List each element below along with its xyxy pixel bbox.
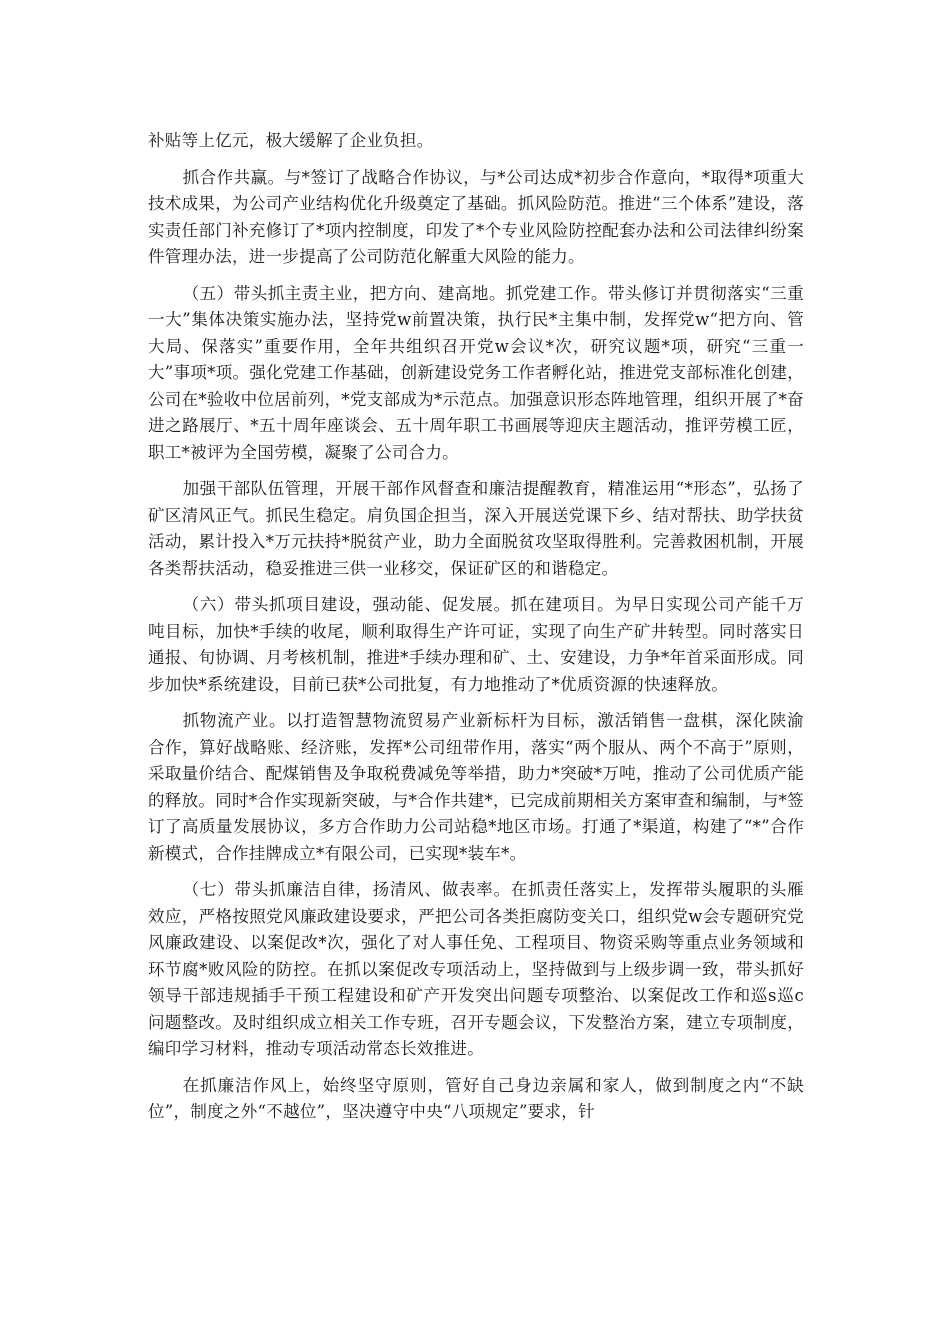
paragraph-section-six: （六）带头抓项目建设，强动能、促发展。抓在建项目。为早日实现公司产能千万吨目标，加快*手续的收尾，顺利取得生产许可证，实现了向生产矿井转型。同时落实日通报、旬协调、月考核机制，推进*手续办理和矿、土、安建设，力争*年首采面形成。同步加快*系统建设，目前已获*公司批复，有力地推动了*优质资源的快速释放。 bbox=[148, 595, 804, 694]
paragraph-cadre-management: 加强干部队伍管理，开展干部作风督查和廉洁提醒教育，精准运用“*形态”，弘扬了矿区清风正气。抓民生稳定。肩负国企担当，深入开展送党课下乡、结对帮扶、助学扶贫活动，累计投入*万元扶持*脱贫产业，助力全面脱贫攻坚取得胜利。完善救困机制，开展各类帮扶活动，稳妥推进三供一业移交，保证矿区的和谐稳定。 bbox=[148, 479, 804, 578]
paragraph-continuation: 补贴等上亿元，极大缓解了企业负担。 bbox=[148, 131, 434, 150]
paragraph-integrity: 在抓廉洁作风上，始终坚守原则，管好自己身边亲属和家人，做到制度之内“不缺位”，制度之外“不越位”，坚决遵守中央“八项规定”要求，针 bbox=[148, 1075, 804, 1121]
paragraph-cooperation-risk: 抓合作共赢。与*签订了战略合作协议，与*公司达成*初步合作意向，*取得*项重大技术成果，为公司产业结构优化升级奠定了基础。抓风险防范。推进“三个体系”建设，落实责任部门补充修订了*项内控制度，印发了*个专业风险防控配套办法和公司法律纠纷案件管理办法，进一步提高了公司防范化解重大风险的能力。 bbox=[148, 167, 804, 266]
paragraph-section-seven: （七）带头抓廉洁自律，扬清风、做表率。在抓责任落实上，发挥带头履职的头雁效应，严格按照党风廉政建设要求，严把公司各类拒腐防变关口，组织党w会专题研究党风廉政建设、以案促改*次，强化了对人事任免、工程项目、物资采购等重点业务领域和环节腐*败风险的防控。在抓以案促改专项活动上，坚持做到与上级步调一致，带头抓好领导干部违规插手干预工程建设和矿产开发突出问题专项整治、以案促改工作和巡s巡c问题整改。及时组织成立相关工作专班，召开专题会议，下发整治方案，建立专项制度，编印学习材料，推动专项活动常态长效推进。 bbox=[148, 880, 804, 1058]
paragraph-logistics: 抓物流产业。以打造智慧物流贸易产业新标杆为目标，激活销售一盘棋，深化陕渝合作，算好战略账、经济账，发挥*公司纽带作用，落实“两个服从、两个不高于”原则，采取量价结合、配煤销售及争取税费减免等举措，助力*突破*万吨，推动了公司优质产能的释放。同时*合作实现新突破，与*合作共建*，已完成前期相关方案审查和编制，与*签订了高质量发展协议，多方合作助力公司站稳*地区市场。打通了*渠道，构建了“*”合作新模式，合作挂牌成立*有限公司，已实现*装车*。 bbox=[148, 711, 804, 863]
paragraph-section-five: （五）带头抓主责主业，把方向、建高地。抓党建工作。带头修订并贯彻落实“三重一大”集体决策实施办法，坚持党w前置决策，执行民*主集中制，发挥党w“把方向、管大局、保落实”重要作用，全年共组织召开党w会议*次，研究议题*项，研究“三重一大”事项*项。强化党建工作基础，创新建设党务工作者孵化站，推进党支部标准化创建，公司在*验收中位居前列，*党支部成为*示范点。加强意识形态阵地管理，组织开展了*奋进之路展厅、*五十周年座谈会、五十周年职工书画展等迎庆主题活动，推评劳模工匠，职工*被评为全国劳模，凝聚了公司合力。 bbox=[148, 283, 804, 462]
document-page bbox=[148, 128, 804, 1136]
